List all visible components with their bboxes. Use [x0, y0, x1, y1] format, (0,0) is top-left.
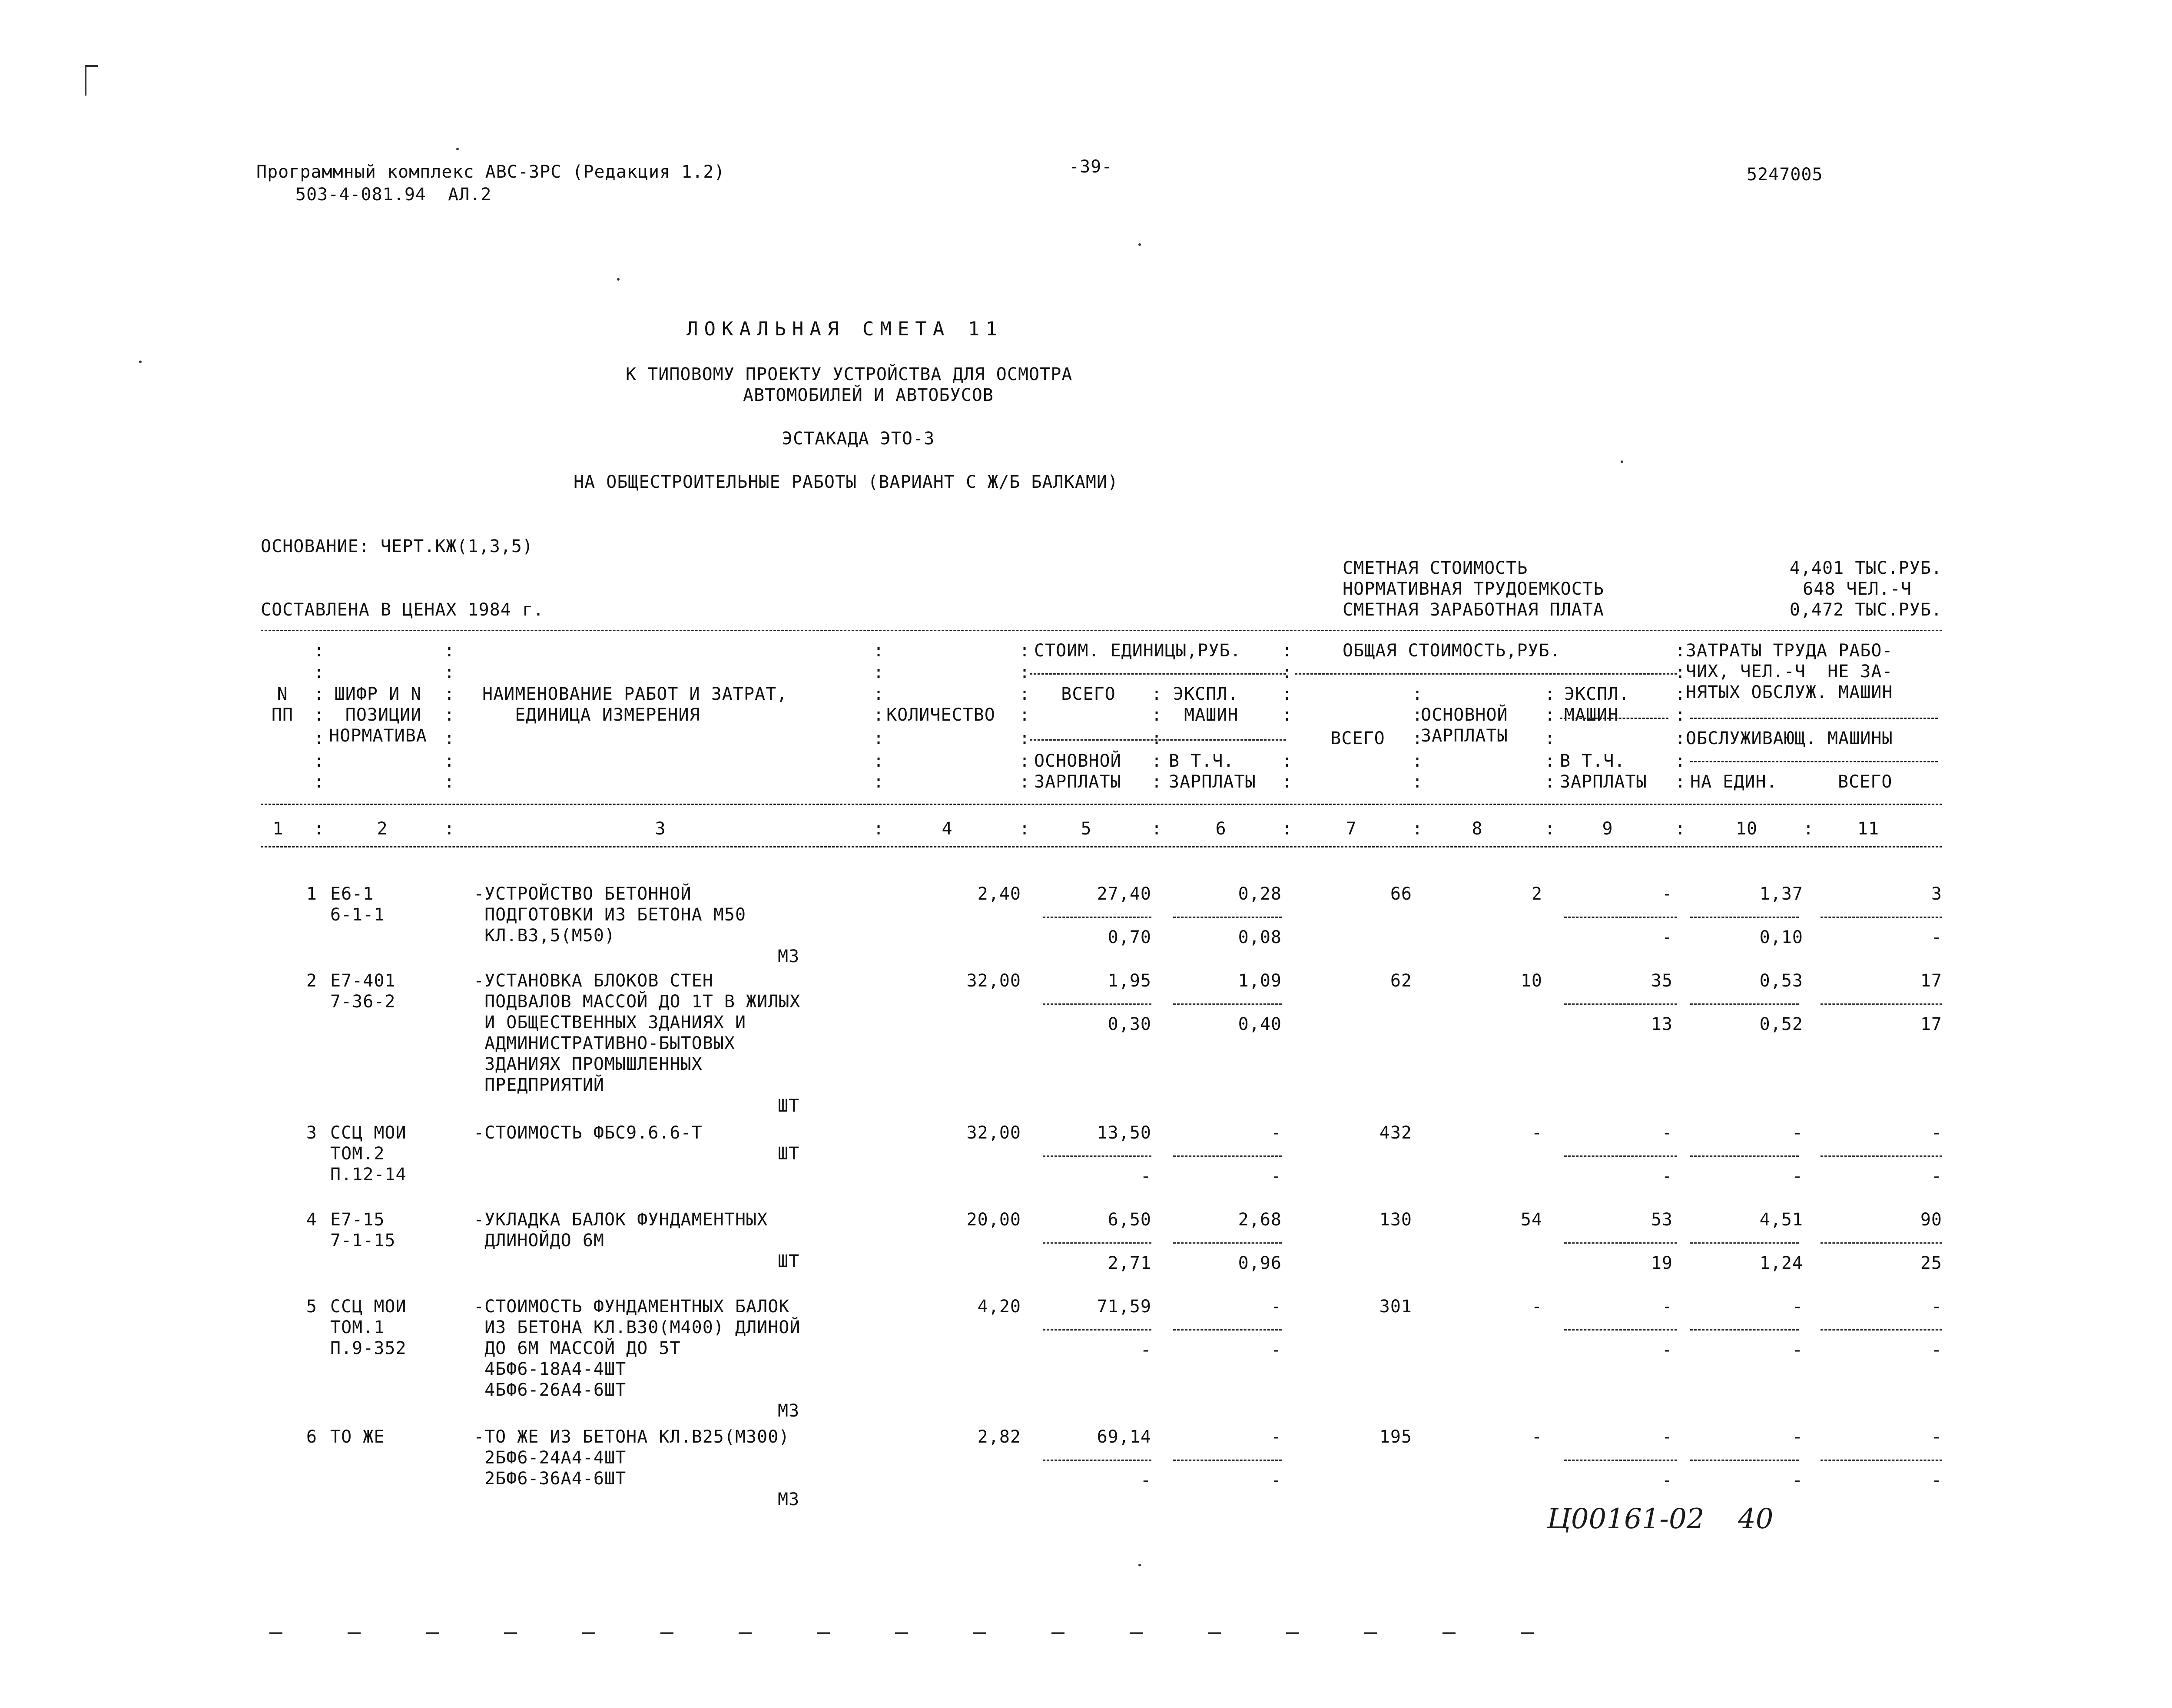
- row-total-all: 195: [1379, 1427, 1412, 1447]
- col-header-labor-serv: ОБСЛУЖИВАЮЩ. МАШИНЫ: [1686, 728, 1893, 748]
- row-unit-mach: 1,09: [1238, 971, 1282, 991]
- bottom-dash: [426, 1632, 439, 1634]
- row-name: -УСТРОЙСТВО БЕТОННОЙ ПОДГОТОВКИ ИЗ БЕТОНА М50 КЛ.В3,5(М50): [474, 884, 746, 946]
- column-separator: :: [314, 641, 325, 661]
- row-unit-wage: -: [1140, 1470, 1151, 1490]
- row-unit-total: 13,50: [1097, 1123, 1151, 1143]
- row-number: 4: [306, 1210, 317, 1230]
- column-separator: :: [1412, 728, 1423, 748]
- row-total-incl: -: [1661, 927, 1673, 947]
- row-unit: М3: [778, 1490, 800, 1509]
- row-labor-total: 90: [1920, 1210, 1942, 1230]
- row-quantity: 20,00: [966, 1210, 1021, 1230]
- row-value-divider: [1043, 1003, 1151, 1005]
- document-number: 5247005: [1747, 165, 1823, 185]
- row-labor-unit: 0,53: [1759, 971, 1803, 991]
- row-value-divider: [1564, 1329, 1677, 1331]
- column-number: 8: [1472, 819, 1483, 839]
- row-value-divider: [1173, 1242, 1282, 1244]
- row-value-divider: [1821, 917, 1942, 918]
- row-name: -УСТАНОВКА БЛОКОВ СТЕН ПОДВАЛОВ МАССОЙ ДО 1Т В ЖИЛЫХ И ОБЩЕСТВЕННЫХ ЗДАНИЯХ И АДМИНИСТРАТИВНО-БЫТОВЫХ ЗДАНИЯХ ПРОМЫШЛЕННЫХ ПРЕДПРИЯТИЙ: [474, 971, 801, 1095]
- bottom-dash: [817, 1632, 830, 1634]
- column-separator: :: [1675, 728, 1686, 748]
- column-separator: :: [1545, 772, 1556, 792]
- summary-labor-value: 648 ЧЕЛ.-Ч: [1803, 579, 1912, 599]
- column-separator: :: [1412, 819, 1423, 839]
- column-separator: :: [1282, 819, 1293, 839]
- row-labor-total: -: [1931, 1297, 1942, 1317]
- bottom-dash: [269, 1632, 282, 1634]
- column-separator: :: [314, 819, 325, 839]
- bottom-dash: [504, 1632, 517, 1634]
- column-separator: :: [314, 684, 325, 704]
- column-separator: :: [1282, 705, 1293, 725]
- row-value-divider: [1173, 1155, 1282, 1157]
- row-value-divider: [1690, 1003, 1799, 1005]
- column-separator: :: [444, 772, 455, 792]
- row-total-incl: -: [1661, 1470, 1673, 1490]
- scan-speck: [1138, 1564, 1141, 1566]
- row-labor-total-serv: 25: [1920, 1253, 1942, 1273]
- summary-cost-label: СМЕТНАЯ СТОИМОСТЬ: [1343, 558, 1528, 578]
- row-unit-incl: 0,40: [1238, 1014, 1282, 1034]
- column-number: 10: [1735, 819, 1758, 839]
- row-unit-mach: -: [1270, 1427, 1282, 1447]
- row-unit: М3: [778, 947, 800, 967]
- row-number: 5: [306, 1297, 317, 1317]
- column-separator: :: [1675, 819, 1686, 839]
- header-rule-top: [261, 630, 1942, 631]
- row-value-divider: [1043, 1155, 1151, 1157]
- subrule-labor-b: [1690, 761, 1938, 762]
- row-labor-unit: -: [1792, 1427, 1803, 1447]
- row-code: ССЦ МОИ ТОМ.2 П.12-14: [330, 1123, 407, 1185]
- column-separator: :: [873, 684, 885, 704]
- column-separator: :: [1675, 684, 1686, 704]
- column-separator: :: [1282, 684, 1293, 704]
- row-value-divider: [1173, 1003, 1282, 1005]
- column-separator: :: [873, 641, 885, 661]
- column-separator: :: [444, 751, 455, 771]
- row-value-divider: [1690, 1155, 1799, 1157]
- col-header-total-mach: ЭКСПЛ. МАШИН: [1564, 684, 1630, 725]
- row-total-incl: -: [1661, 1166, 1673, 1186]
- row-code: Е7-15 7-1-15: [330, 1210, 396, 1251]
- row-unit-total: 1,95: [1108, 971, 1151, 991]
- subrule-total-mach: [1560, 718, 1668, 719]
- row-number: 6: [306, 1427, 317, 1447]
- subtitle-line-2: АВТОМОБИЛЕЙ И АВТОБУСОВ: [743, 385, 994, 405]
- column-separator: :: [1412, 751, 1423, 771]
- row-quantity: 4,20: [977, 1297, 1021, 1317]
- row-value-divider: [1821, 1460, 1942, 1461]
- row-value-divider: [1690, 1460, 1799, 1461]
- row-code: Е6-1 6-1-1: [330, 884, 385, 925]
- summary-wage-value: 0,472 ТЫС.РУБ.: [1789, 600, 1942, 620]
- column-separator: :: [444, 662, 455, 682]
- row-total-mach: -: [1661, 1297, 1673, 1317]
- page-number: -39-: [1069, 157, 1113, 177]
- row-total-incl: -: [1661, 1340, 1673, 1360]
- row-total-wage: 54: [1520, 1210, 1542, 1230]
- column-number: 6: [1215, 819, 1227, 839]
- row-value-divider: [1564, 1155, 1677, 1157]
- subtitle-line-1: К ТИПОВОМУ ПРОЕКТУ УСТРОЙСТВА ДЛЯ ОСМОТРА: [626, 364, 1073, 384]
- subrule-labor-a: [1690, 718, 1938, 719]
- row-value-divider: [1173, 917, 1282, 918]
- row-labor-unit-serv: 0,10: [1759, 927, 1803, 947]
- column-number: 5: [1081, 819, 1092, 839]
- scan-speck: [1621, 460, 1623, 463]
- row-value-divider: [1043, 1329, 1151, 1331]
- row-value-divider: [1821, 1003, 1942, 1005]
- row-labor-unit: -: [1792, 1123, 1803, 1143]
- row-unit: М3: [778, 1401, 800, 1421]
- row-labor-total-serv: -: [1931, 1340, 1942, 1360]
- row-code: Е7-401 7-36-2: [330, 971, 396, 1012]
- row-labor-unit: 4,51: [1759, 1210, 1803, 1230]
- row-quantity: 32,00: [966, 1123, 1021, 1143]
- summary-labor-label: НОРМАТИВНАЯ ТРУДОЕМКОСТЬ: [1343, 579, 1604, 599]
- row-labor-total-serv: -: [1931, 1470, 1942, 1490]
- row-code: ССЦ МОИ ТОМ.1 П.9-352: [330, 1297, 407, 1358]
- row-quantity: 2,82: [977, 1427, 1021, 1447]
- row-unit-incl: -: [1270, 1166, 1282, 1186]
- col-header-code: ШИФР И N ПОЗИЦИИ НОРМАТИВА: [329, 684, 427, 746]
- row-value-divider: [1173, 1460, 1282, 1461]
- row-total-mach: 53: [1651, 1210, 1673, 1230]
- bottom-dash: [1130, 1632, 1143, 1634]
- row-unit-wage: -: [1140, 1340, 1151, 1360]
- column-separator: :: [314, 772, 325, 792]
- column-separator: :: [1151, 705, 1163, 725]
- scan-speck: [617, 278, 620, 281]
- row-labor-total-serv: 17: [1920, 1014, 1942, 1034]
- row-total-wage: 2: [1531, 884, 1542, 904]
- column-separator: :: [444, 705, 455, 725]
- column-separator: :: [873, 662, 885, 682]
- row-name: -УКЛАДКА БАЛОК ФУНДАМЕНТНЫХ ДЛИНОЙДО 6М: [474, 1210, 768, 1251]
- col-header-total-incl: В Т.Ч. ЗАРПЛАТЫ: [1560, 751, 1647, 792]
- row-labor-unit-serv: 1,24: [1759, 1253, 1803, 1273]
- column-separator: :: [314, 662, 325, 682]
- basis-text: ОСНОВАНИЕ: ЧЕРТ.КЖ(1,3,5): [261, 536, 534, 556]
- row-number: 3: [306, 1123, 317, 1143]
- handwritten-code: Ц00161-02: [1547, 1503, 1704, 1535]
- scan-mark-corner: [85, 65, 98, 67]
- row-value-divider: [1690, 1242, 1799, 1244]
- row-unit-total: 6,50: [1108, 1210, 1151, 1230]
- row-total-wage: -: [1531, 1123, 1542, 1143]
- row-value-divider: [1821, 1155, 1942, 1157]
- summary-cost-value: 4,401 ТЫС.РУБ.: [1789, 558, 1942, 578]
- column-separator: :: [1803, 819, 1814, 839]
- column-number: 2: [377, 819, 388, 839]
- row-unit-mach: -: [1270, 1297, 1282, 1317]
- row-unit: ШТ: [778, 1144, 800, 1164]
- row-value-divider: [1043, 1460, 1151, 1461]
- row-value-divider: [1043, 1242, 1151, 1244]
- col-header-labor: ЗАТРАТЫ ТРУДА РАБО- ЧИХ, ЧЕЛ.-Ч НЕ ЗА- НЯТЫХ ОБСЛУЖ. МАШИН: [1686, 641, 1893, 702]
- row-unit-mach: 2,68: [1238, 1210, 1282, 1230]
- row-total-mach: 35: [1651, 971, 1673, 991]
- row-total-all: 432: [1379, 1123, 1412, 1143]
- summary-wage-label: СМЕТНАЯ ЗАРАБОТНАЯ ПЛАТА: [1343, 600, 1604, 620]
- column-number: 1: [272, 819, 284, 839]
- row-value-divider: [1564, 1003, 1677, 1005]
- column-separator: :: [873, 751, 885, 771]
- row-unit-total: 27,40: [1097, 884, 1151, 904]
- column-separator: :: [1019, 641, 1031, 661]
- row-unit-incl: -: [1270, 1470, 1282, 1490]
- column-separator: :: [314, 728, 325, 748]
- row-total-all: 62: [1390, 971, 1412, 991]
- row-unit-incl: 0,96: [1238, 1253, 1282, 1273]
- row-number: 2: [306, 971, 317, 991]
- column-separator: :: [1151, 819, 1163, 839]
- row-value-divider: [1043, 917, 1151, 918]
- row-code: ТО ЖЕ: [330, 1427, 385, 1447]
- row-labor-unit-serv: -: [1792, 1470, 1803, 1490]
- bottom-dash: [1442, 1632, 1456, 1634]
- row-unit-wage: -: [1140, 1166, 1151, 1186]
- row-total-all: 301: [1379, 1297, 1412, 1317]
- scan-speck: [1138, 243, 1141, 246]
- project-code: 503-4-081.94 АЛ.2: [295, 185, 492, 205]
- column-separator: :: [1675, 705, 1686, 725]
- scan-speck: [456, 148, 459, 150]
- column-separator: :: [1282, 772, 1293, 792]
- row-labor-total: 17: [1920, 971, 1942, 991]
- header-rule-bottom: [261, 846, 1942, 847]
- column-separator: :: [314, 751, 325, 771]
- program-name: Программный комплекс АВС-ЗРС (Редакция 1.2): [256, 162, 725, 182]
- column-separator: :: [1282, 662, 1293, 682]
- row-total-mach: -: [1661, 1427, 1673, 1447]
- column-separator: :: [444, 728, 455, 748]
- column-separator: :: [1545, 684, 1556, 704]
- col-header-unit-mach: ЭКСПЛ. МАШИН: [1173, 684, 1239, 725]
- row-total-mach: -: [1661, 884, 1673, 904]
- column-separator: :: [1019, 772, 1031, 792]
- row-unit-incl: 0,08: [1238, 927, 1282, 947]
- col-header-name: НАИМЕНОВАНИЕ РАБОТ И ЗАТРАТ, ЕДИНИЦА ИЗМЕРЕНИЯ: [482, 684, 788, 725]
- column-number: 3: [655, 819, 666, 839]
- column-separator: :: [1675, 751, 1686, 771]
- price-basis-text: СОСТАВЛЕНА В ЦЕНАХ 1984 г.: [261, 600, 544, 620]
- column-number: 9: [1602, 819, 1613, 839]
- column-separator: :: [873, 705, 885, 725]
- column-separator: :: [1675, 772, 1686, 792]
- row-labor-unit: 1,37: [1759, 884, 1803, 904]
- bottom-dash: [973, 1632, 986, 1634]
- column-separator: :: [1545, 705, 1556, 725]
- row-unit-total: 71,59: [1097, 1297, 1151, 1317]
- column-separator: :: [1675, 641, 1686, 661]
- row-name: -ТО ЖЕ ИЗ БЕТОНА КЛ.В25(М300) 2БФ6-24А4-4ШТ 2БФ6-36А4-6ШТ: [474, 1427, 790, 1489]
- row-total-incl: 13: [1651, 1014, 1673, 1034]
- column-separator: :: [1019, 819, 1031, 839]
- row-number: 1: [306, 884, 317, 904]
- subrule-total-cost: [1295, 673, 1677, 675]
- row-unit-mach: 0,28: [1238, 884, 1282, 904]
- bottom-dash: [1286, 1632, 1299, 1634]
- column-number: 11: [1857, 819, 1880, 839]
- row-name: -СТОИМОСТЬ ФУНДАМЕНТНЫХ БАЛОК ИЗ БЕТОНА КЛ.В30(М400) ДЛИНОЙ ДО 6М МАССОЙ ДО 5Т 4БФ6-18А4-4ШТ 4БФ6-26А4-6ШТ: [474, 1297, 801, 1400]
- row-labor-total: -: [1931, 1123, 1942, 1143]
- column-separator: :: [1151, 684, 1163, 704]
- row-total-all: 130: [1379, 1210, 1412, 1230]
- subtitle-line-4: НА ОБЩЕСТРОИТЕЛЬНЫЕ РАБОТЫ (ВАРИАНТ С Ж/Б БАЛКАМИ): [574, 472, 1119, 492]
- column-separator: :: [1545, 819, 1556, 839]
- column-separator: :: [1019, 662, 1031, 682]
- col-header-labor-unit: НА ЕДИН.: [1690, 772, 1777, 792]
- col-header-total-cost: ОБЩАЯ СТОИМОСТЬ,РУБ.: [1343, 641, 1561, 661]
- column-separator: :: [1545, 728, 1556, 748]
- column-separator: :: [1151, 728, 1163, 748]
- column-separator: :: [1282, 641, 1293, 661]
- row-unit: ШТ: [778, 1096, 800, 1116]
- row-total-wage: -: [1531, 1297, 1542, 1317]
- column-separator: :: [444, 819, 455, 839]
- col-header-qty: КОЛИЧЕСТВО: [886, 705, 995, 725]
- column-separator: :: [1151, 751, 1163, 771]
- column-separator: :: [1019, 705, 1031, 725]
- col-header-total-wage: ОСНОВНОЙ ЗАРПЛАТЫ: [1421, 705, 1508, 746]
- col-header-unit-cost: СТОИМ. ЕДИНИЦЫ,РУБ.: [1034, 641, 1241, 661]
- row-value-divider: [1564, 1242, 1677, 1244]
- col-header-unit-incl: В Т.Ч. ЗАРПЛАТЫ: [1169, 751, 1256, 792]
- row-total-mach: -: [1661, 1123, 1673, 1143]
- column-separator: :: [1019, 751, 1031, 771]
- handwritten-page: 40: [1738, 1503, 1774, 1535]
- bottom-dash: [1208, 1632, 1221, 1634]
- column-separator: :: [1151, 772, 1163, 792]
- column-number: 7: [1346, 819, 1357, 839]
- column-number: 4: [942, 819, 953, 839]
- column-separator: :: [1019, 684, 1031, 704]
- row-labor-unit-serv: -: [1792, 1340, 1803, 1360]
- scan-mark-corner-v: [85, 65, 86, 96]
- bottom-dash: [582, 1632, 595, 1634]
- row-total-wage: -: [1531, 1427, 1542, 1447]
- row-unit: ШТ: [778, 1251, 800, 1271]
- row-value-divider: [1564, 1460, 1677, 1461]
- column-separator: :: [1545, 751, 1556, 771]
- col-header-unit-total: ВСЕГО: [1061, 684, 1116, 704]
- column-separator: :: [444, 684, 455, 704]
- row-unit-incl: -: [1270, 1340, 1282, 1360]
- row-value-divider: [1821, 1242, 1942, 1244]
- bottom-dash: [660, 1632, 673, 1634]
- row-name: -СТОИМОСТЬ ФБС9.6.6-Т: [474, 1123, 703, 1143]
- row-value-divider: [1564, 917, 1677, 918]
- column-separator: :: [1019, 728, 1031, 748]
- column-separator: :: [444, 641, 455, 661]
- column-separator: :: [1675, 662, 1686, 682]
- row-labor-unit-serv: -: [1792, 1166, 1803, 1186]
- col-header-labor-total: ВСЕГО: [1838, 772, 1893, 792]
- bottom-dash: [895, 1632, 908, 1634]
- column-separator: :: [1412, 772, 1423, 792]
- row-quantity: 32,00: [966, 971, 1021, 991]
- row-labor-unit: -: [1792, 1297, 1803, 1317]
- row-quantity: 2,40: [977, 884, 1021, 904]
- bottom-dash: [739, 1632, 752, 1634]
- row-unit-mach: -: [1270, 1123, 1282, 1143]
- col-header-total-all: ВСЕГО: [1330, 728, 1385, 748]
- scan-speck: [139, 361, 142, 363]
- bottom-dash: [1364, 1632, 1377, 1634]
- bottom-dash: [348, 1632, 361, 1634]
- subrule-unit-cost: [1030, 673, 1286, 675]
- row-unit-total: 69,14: [1097, 1427, 1151, 1447]
- col-header-unit-wage: ОСНОВНОЙ ЗАРПЛАТЫ: [1034, 751, 1121, 792]
- column-separator: :: [314, 705, 325, 725]
- row-total-all: 66: [1390, 884, 1412, 904]
- column-separator: :: [1412, 705, 1423, 725]
- column-separator: :: [873, 819, 885, 839]
- row-labor-total-serv: -: [1931, 1166, 1942, 1186]
- row-value-divider: [1821, 1329, 1942, 1331]
- row-labor-unit-serv: 0,52: [1759, 1014, 1803, 1034]
- row-unit-wage: 2,71: [1108, 1253, 1151, 1273]
- row-unit-wage: 0,30: [1108, 1014, 1151, 1034]
- row-labor-total: 3: [1931, 884, 1942, 904]
- row-labor-total: -: [1931, 1427, 1942, 1447]
- bottom-dash: [1051, 1632, 1064, 1634]
- header-rule-mid: [261, 804, 1942, 805]
- column-separator: :: [1412, 684, 1423, 704]
- column-separator: :: [873, 772, 885, 792]
- row-labor-total-serv: -: [1931, 927, 1942, 947]
- row-value-divider: [1173, 1329, 1282, 1331]
- row-value-divider: [1690, 917, 1799, 918]
- row-total-incl: 19: [1651, 1253, 1673, 1273]
- col-header-n: N ПП: [271, 684, 294, 725]
- row-unit-wage: 0,70: [1108, 927, 1151, 947]
- row-total-wage: 10: [1520, 971, 1542, 991]
- estimate-title: ЛОКАЛЬНАЯ СМЕТА 11: [686, 318, 1003, 340]
- bottom-dash: [1521, 1632, 1534, 1634]
- row-value-divider: [1690, 1329, 1799, 1331]
- column-separator: :: [1282, 751, 1293, 771]
- subtitle-line-3: ЭСТАКАДА ЭТО-3: [782, 429, 935, 449]
- column-separator: :: [873, 728, 885, 748]
